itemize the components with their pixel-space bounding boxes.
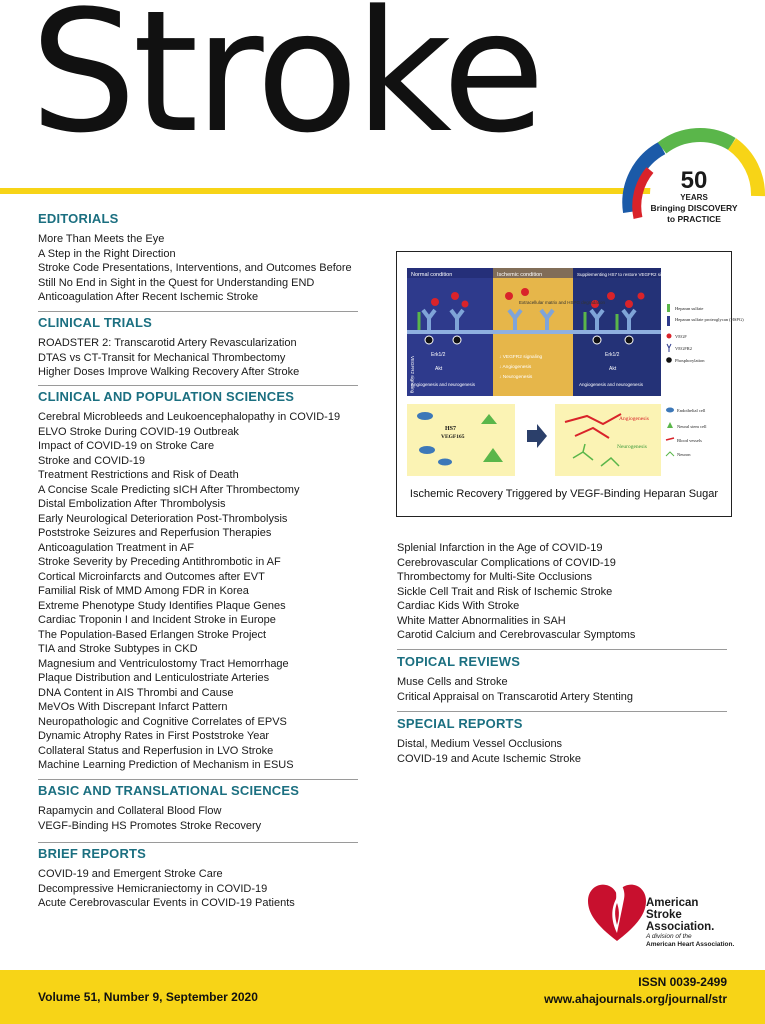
toc-item: Poststroke Seizures and Reperfusion Therapies <box>38 527 272 539</box>
section-special-reports <box>397 716 581 766</box>
down-angio: ↓ Angiogenesis <box>499 365 532 370</box>
section-divider <box>38 385 358 386</box>
hs7-label: HS7 <box>445 426 457 432</box>
section-divider <box>38 779 358 780</box>
asa-name-1: American <box>646 897 699 909</box>
toc-item: Stroke Code Presentations, Interventions, and Outcomes Before <box>38 262 352 274</box>
neurogenesis-label: Neurogenesis <box>617 444 647 450</box>
section-editorials <box>38 211 352 305</box>
toc-item: Collateral Status and Reperfusion in LVO Stroke <box>38 744 274 757</box>
vertical-label: VEGFR2 signaling <box>410 356 415 394</box>
toc-item: Neuropathologic and Cognitive Correlates of EPVS <box>38 715 287 728</box>
toc-item: Splenial Infarction in the Age of COVID-19 <box>397 542 603 554</box>
erk-label: Erk1/2 <box>431 352 446 358</box>
toc-item: Anticoagulation Treatment in AF <box>38 541 194 554</box>
toc-item: Carotid Calcium and Cerebrovascular Symptoms <box>397 629 636 641</box>
toc-item: Familial Risk of MMD Among FDR in Korea <box>38 585 249 597</box>
toc-item: Muse Cells and Stroke <box>397 676 508 688</box>
section-divider <box>397 649 727 650</box>
toc-item: A Concise Scale Predicting sICH After Thrombectomy <box>38 483 300 496</box>
cell-legend-item: Endothelial cell <box>677 408 706 413</box>
toc-item: Stroke and COVID-19 <box>38 454 145 467</box>
section-brief-reports <box>38 846 295 911</box>
toc-item: Machine Learning Prediction of Mechanism in ESUS <box>38 759 294 771</box>
cover-figure <box>396 251 744 517</box>
asa-sub-1: A division of the <box>646 933 692 940</box>
section-heading: TOPICAL REVIEWS <box>397 654 521 669</box>
cell-legend-item: Neuron <box>677 452 691 457</box>
toc-item: Stroke Severity by Preceding Antithrombotic in AF <box>38 556 281 568</box>
toc-item: Cortical Microinfarcts and Outcomes after EVT <box>38 570 265 583</box>
section-basic-translational <box>38 783 299 833</box>
legend-item: Heparan sulfate <box>675 306 704 311</box>
toc-item: Sickle Cell Trait and Risk of Ischemic Stroke <box>397 585 613 598</box>
asa-sub-2: American Heart Association. <box>646 940 735 948</box>
section-topical-reviews <box>397 654 633 704</box>
toc-item: Cerebral Microbleeds and Leukoencephalopathy in COVID-19 <box>38 411 341 423</box>
section-heading: BASIC AND TRANSLATIONAL SCIENCES <box>38 783 300 798</box>
toc-item: Distal, Medium Vessel Occlusions <box>397 738 563 750</box>
legend-item: VEGFR2 <box>675 346 693 351</box>
issn: ISSN 0039-2499 <box>638 975 727 989</box>
toc-item: Rapamycin and Collateral Blood Flow <box>38 805 222 817</box>
asa-logo <box>586 873 736 948</box>
toc-item: Critical Appraisal on Transcarotid Artery Stenting <box>397 690 634 703</box>
figure-illustration <box>397 252 744 482</box>
fifty-years-badge <box>622 126 762 238</box>
journal-url: www.ahajournals.org/journal/str <box>544 992 727 1006</box>
outcome-label: Angiogenesis and neurogenesis <box>579 382 644 387</box>
toc-item: Decompressive Hemicraniectomy in COVID-19 <box>38 882 268 895</box>
badge-tagline-1: Bringing DISCOVERY <box>650 203 738 213</box>
toc-item: A Step in the Right Direction <box>38 247 176 260</box>
toc-item: Distal Embolization After Thrombolysis <box>38 498 226 510</box>
vegf165-label: VEGF165 <box>441 434 465 440</box>
toc-item: The Population-Based Erlangen Stroke Project <box>38 628 267 641</box>
toc-item: Anticoagulation After Recent Ischemic Stroke <box>38 291 259 303</box>
badge-number: 50 <box>680 167 708 194</box>
section-divider <box>38 842 358 843</box>
heart-torch-icon <box>586 873 648 945</box>
panel-title: Supplementing HS7 to restore VEGFR2 signaling <box>577 272 676 277</box>
section-clinical-population <box>38 389 340 773</box>
akt-label: Akt <box>435 366 443 372</box>
section-divider <box>397 711 727 712</box>
cell-legend-item: Neural stem cell <box>677 424 707 429</box>
section-heading: CLINICAL AND POPULATION SCIENCES <box>38 389 295 404</box>
toc-item: VEGF-Binding HS Promotes Stroke Recovery <box>38 819 262 832</box>
toc-item: TIA and Stroke Subtypes in CKD <box>38 643 198 655</box>
toc-item: Extreme Phenotype Study Identifies Plaque Genes <box>38 599 286 612</box>
toc-item: Cerebrovascular Complications of COVID-19 <box>397 556 616 569</box>
toc-item: Early Neurological Deterioration Post-Thrombolysis <box>38 512 288 525</box>
cell-legend-item: Blood vessels <box>677 438 702 443</box>
journal-title: Stroke <box>30 0 542 170</box>
toc-item: Plaque Distribution and Lenticulostriate Arteries <box>38 672 270 684</box>
section-clinical-trials <box>38 315 299 380</box>
badge-years: YEARS <box>680 193 708 202</box>
toc-item: Acute Cerebrovascular Events in COVID-19 Patients <box>38 897 295 909</box>
panel-note: Extracellular matrix and HSPG degradation <box>519 300 606 305</box>
toc-item: DTAS vs CT-Transit for Mechanical Thrombectomy <box>38 351 286 364</box>
asa-name-3: Association. <box>646 921 715 933</box>
toc-item: Dynamic Atrophy Rates in First Poststroke Year <box>38 730 270 742</box>
legend-item: VEGF <box>675 334 687 339</box>
section-clinical-population-continued <box>397 541 635 643</box>
section-heading: CLINICAL TRIALS <box>38 315 152 330</box>
badge-tagline-2: to PRACTICE <box>667 214 721 224</box>
toc-item: Cardiac Kids With Stroke <box>397 600 520 612</box>
section-heading: BRIEF REPORTS <box>38 846 147 861</box>
down-neuro: ↓ Neurogenesis <box>499 375 533 380</box>
legend-item: Heparan sulfate proteoglycan (HSPG) <box>675 317 744 322</box>
section-heading: EDITORIALS <box>38 211 119 226</box>
panel-title: Ischemic condition <box>497 272 543 278</box>
toc-item: MeVOs With Discrepant Infarct Pattern <box>38 701 228 713</box>
section-heading: SPECIAL REPORTS <box>397 716 523 731</box>
toc-item: Magnesium and Ventriculostomy Tract Hemorrhage <box>38 657 289 670</box>
section-divider <box>38 311 358 312</box>
figure-caption: Ischemic Recovery Triggered by VEGF-Binding Heparan Sugar <box>409 488 719 500</box>
yellow-rule <box>0 188 700 194</box>
panel-title: Normal condition <box>411 272 453 278</box>
angiogenesis-label: Angiogenesis <box>619 416 649 422</box>
volume-info: Volume 51, Number 9, September 2020 <box>38 990 258 1004</box>
toc-item: COVID-19 and Emergent Stroke Care <box>38 868 223 880</box>
toc-item: ELVO Stroke During COVID-19 Outbreak <box>38 425 239 438</box>
toc-item: Thrombectomy for Multi-Site Occlusions <box>397 571 592 583</box>
outcome-label: Angiogenesis and neurogenesis <box>411 382 476 387</box>
toc-item: Cardiac Troponin I and Incident Stroke in Europe <box>38 614 276 626</box>
toc-item: Treatment Restrictions and Risk of Death <box>38 469 239 481</box>
erk-label: Erk1/2 <box>605 352 620 358</box>
toc-item: Higher Doses Improve Walking Recovery After Stroke <box>38 366 300 378</box>
legend-item: Phosphorylation <box>675 358 705 363</box>
asa-name-2: Stroke <box>646 909 682 921</box>
toc-item: Still No End in Sight in the Quest for Understanding END <box>38 276 315 289</box>
toc-item: ROADSTER 2: Transcarotid Artery Revascularization <box>38 337 297 349</box>
toc-item: Impact of COVID-19 on Stroke Care <box>38 440 215 452</box>
toc-item: White Matter Abnormalities in SAH <box>397 614 566 627</box>
toc-item: More Than Meets the Eye <box>38 233 165 245</box>
toc-item: COVID-19 and Acute Ischemic Stroke <box>397 752 582 765</box>
down-vegfr2: ↓ VEGFR2 signaling <box>499 355 543 360</box>
akt-label: Akt <box>609 366 617 372</box>
toc-item: DNA Content in AIS Thrombi and Cause <box>38 686 234 699</box>
